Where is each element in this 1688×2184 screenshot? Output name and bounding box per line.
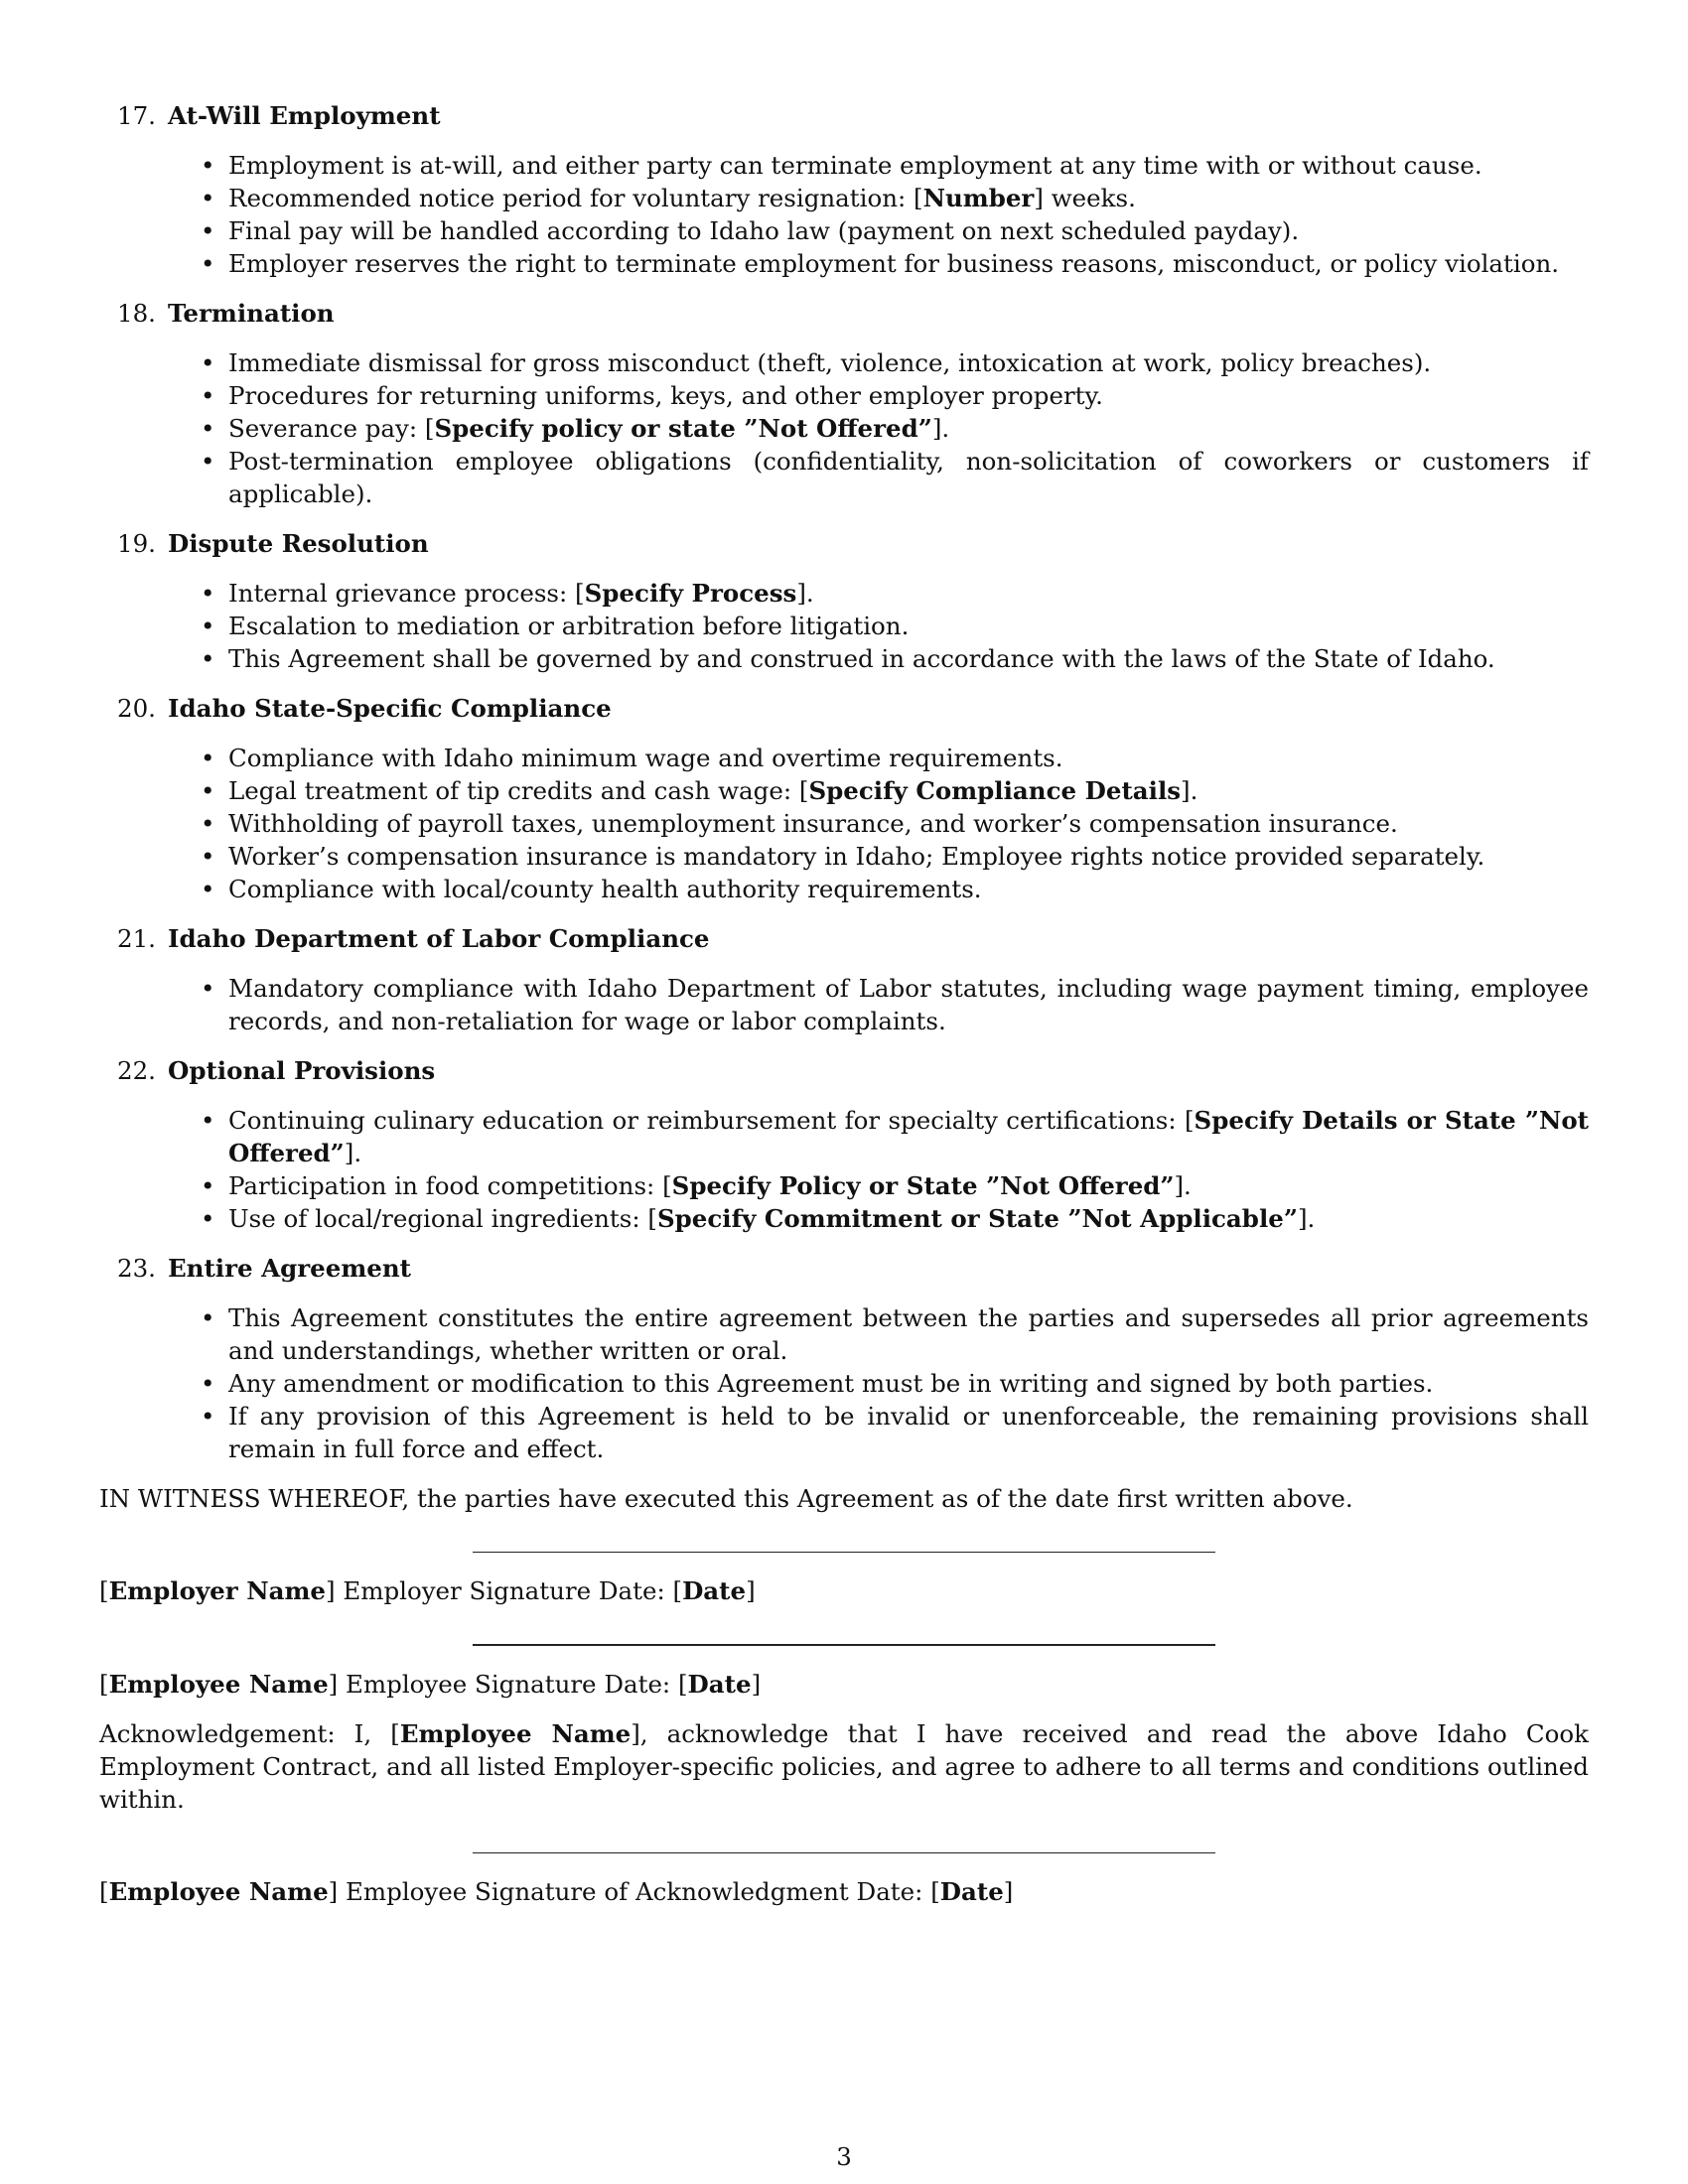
section-title: Termination: [168, 299, 335, 328]
text-run: Post-termination employee obligations (confidentiality, non-solicitation of coworkers or customers if applicable).: [228, 447, 1589, 508]
text-run: Internal grievance process: [: [228, 579, 585, 608]
text-run: ]: [751, 1670, 762, 1699]
placeholder-field: Date: [939, 1877, 1004, 1906]
section-heading: [99, 922, 1589, 955]
sections-list: [99, 99, 1589, 1465]
text-run: Participation in food competitions: [: [228, 1171, 672, 1200]
bullet-list: [99, 972, 1589, 1037]
section: [99, 1054, 1589, 1235]
placeholder-field: Specify Details or State ”Not Offered”: [228, 1106, 1590, 1167]
section-title: Dispute Resolution: [168, 529, 429, 558]
section-number: 21.: [117, 924, 156, 953]
placeholder-field: Specify policy or state ”Not Offered”: [434, 414, 932, 443]
text-run: Severance pay: [: [228, 414, 435, 443]
list-item: [228, 610, 1589, 642]
section-number: 20.: [117, 694, 156, 723]
placeholder-field: Employee Name: [399, 1719, 632, 1748]
list-item: [228, 840, 1589, 873]
employee-signature-line: [473, 1644, 1215, 1646]
text-run: Legal treatment of tip credits and cash wage: [: [228, 776, 809, 805]
section-number: 23.: [117, 1254, 156, 1283]
placeholder-field: Employee Name: [108, 1877, 329, 1906]
text-run: Escalation to mediation or arbitration before litigation.: [228, 612, 910, 640]
section: [99, 297, 1589, 510]
text-run: Acknowledgement: I, [: [99, 1719, 400, 1748]
placeholder-field: Specify Process: [584, 579, 797, 608]
list-item: [228, 742, 1589, 774]
text-run: Mandatory compliance with Idaho Department of Labor statutes, including wage payment timing, employee records, and non-retaliation for wage or labor complaints.: [228, 974, 1589, 1035]
list-item: [228, 412, 1589, 445]
section-number: 19.: [117, 529, 156, 558]
section: [99, 99, 1589, 280]
section: [99, 922, 1589, 1037]
bullet-list: [99, 742, 1589, 905]
placeholder-field: Number: [922, 184, 1035, 212]
acknowledgement-signature-text: [99, 1875, 1589, 1908]
section: [99, 692, 1589, 905]
list-item: [228, 873, 1589, 905]
text-run: ] Employee Signature of Acknowledgment Date: [: [328, 1877, 940, 1906]
text-run: ] Employer Signature Date: [: [325, 1576, 683, 1605]
list-item: [228, 182, 1589, 214]
section-number: 17.: [117, 101, 156, 130]
text-run: ].: [1297, 1204, 1316, 1233]
section-title: Idaho State-Specific Compliance: [168, 694, 612, 723]
list-item: [228, 346, 1589, 379]
text-run: ].: [1174, 1171, 1192, 1200]
text-run: Compliance with local/county health authority requirements.: [228, 875, 982, 903]
bullet-list: [99, 1301, 1589, 1465]
bullet-list: [99, 346, 1589, 510]
acknowledgement-signature-block: [99, 1852, 1589, 1908]
section-title: Optional Provisions: [168, 1056, 436, 1085]
list-item: [228, 379, 1589, 412]
list-item: [228, 149, 1589, 182]
employer-signature-text: [99, 1574, 1589, 1607]
text-run: ].: [1181, 776, 1198, 805]
list-item: [228, 1400, 1589, 1465]
list-item: [228, 577, 1589, 610]
text-run: [: [99, 1576, 109, 1605]
text-run: Recommended notice period for voluntary resignation: [: [228, 184, 923, 212]
employee-signature-text: [99, 1668, 1589, 1701]
list-item: [228, 214, 1589, 247]
text-run: Compliance with Idaho minimum wage and overtime requirements.: [228, 744, 1063, 772]
text-run: Employment is at-will, and either party can terminate employment at any time with or without cause.: [228, 151, 1482, 180]
section: [99, 1252, 1589, 1465]
text-run: ].: [796, 579, 814, 608]
text-run: ]: [746, 1576, 756, 1605]
list-item: [228, 247, 1589, 280]
section-heading: [99, 1252, 1589, 1285]
section-heading: [99, 1054, 1589, 1087]
text-run: Any amendment or modification to this Agreement must be in writing and signed by both parties.: [228, 1369, 1434, 1398]
section-heading: [99, 692, 1589, 725]
section: [99, 527, 1589, 675]
list-item: [228, 807, 1589, 840]
acknowledgement-paragraph: [99, 1717, 1589, 1816]
section-number: 22.: [117, 1056, 156, 1085]
employee-signature-block: [99, 1644, 1589, 1701]
witness-statement: IN WITNESS WHEREOF, the parties have executed this Agreement as of the date first written above.: [99, 1484, 1353, 1513]
list-item: [228, 774, 1589, 807]
list-item: [228, 1104, 1589, 1169]
section-title: Entire Agreement: [168, 1254, 411, 1283]
placeholder-field: Specify Policy or State ”Not Offered”: [671, 1171, 1175, 1200]
text-run: This Agreement shall be governed by and construed in accordance with the laws of the State of Idaho.: [228, 644, 1495, 673]
placeholder-field: Employee Name: [108, 1670, 329, 1699]
text-run: ].: [344, 1139, 362, 1167]
bullet-list: [99, 577, 1589, 675]
list-item: [228, 445, 1589, 510]
list-item: [228, 1301, 1589, 1367]
employer-signature-block: [99, 1552, 1589, 1607]
section-heading: [99, 99, 1589, 132]
placeholder-field: Employer Name: [108, 1576, 326, 1605]
text-run: ] Employee Signature Date: [: [328, 1670, 688, 1699]
text-run: Withholding of payroll taxes, unemployment insurance, and worker’s compensation insurance.: [228, 809, 1398, 838]
list-item: [228, 642, 1589, 675]
text-run: Final pay will be handled according to Idaho law (payment on next scheduled payday).: [228, 216, 1300, 245]
list-item: [228, 972, 1589, 1037]
text-run: Immediate dismissal for gross misconduct (theft, violence, intoxication at work, policy breaches).: [228, 348, 1432, 377]
text-run: ]: [1003, 1877, 1014, 1906]
section-title: Idaho Department of Labor Compliance: [168, 924, 710, 953]
text-run: [: [99, 1877, 109, 1906]
text-run: Worker’s compensation insurance is mandatory in Idaho; Employee rights notice provided separately.: [228, 842, 1485, 871]
text-run: Employer reserves the right to terminate employment for business reasons, misconduct, or policy violation.: [228, 249, 1560, 278]
text-run: If any provision of this Agreement is held to be invalid or unenforceable, the remaining provisions shall remain in full force and effect.: [228, 1402, 1589, 1463]
section-heading: [99, 297, 1589, 330]
placeholder-field: Specify Commitment or State ”Not Applicable”: [656, 1204, 1298, 1233]
text-run: Use of local/regional ingredients: [: [228, 1204, 657, 1233]
text-run: Continuing culinary education or reimbursement for specialty certifications: [: [228, 1106, 1195, 1135]
section-heading: [99, 527, 1589, 560]
placeholder-field: Specify Compliance Details: [808, 776, 1182, 805]
placeholder-field: Date: [687, 1670, 752, 1699]
text-run: ] weeks.: [1034, 184, 1136, 212]
text-run: ].: [931, 414, 950, 443]
text-run: ], acknowledge that I have received and read the above Idaho Cook Employment Contract, and all listed Employer-specific policies, and agree to adhere to all terms and conditions outlined within.: [99, 1719, 1590, 1814]
document-page: [99, 99, 1589, 1908]
text-run: [: [99, 1670, 109, 1699]
section-title: At-Will Employment: [168, 101, 441, 130]
placeholder-field: Date: [682, 1576, 747, 1605]
text-run: Procedures for returning uniforms, keys, and other employer property.: [228, 381, 1103, 410]
employer-signature-line: [473, 1552, 1215, 1553]
bullet-list: [99, 1104, 1589, 1235]
acknowledgement-signature-line: [473, 1852, 1215, 1853]
text-run: This Agreement constitutes the entire agreement between the parties and supersedes all prior agreements and understandings, whether written or oral.: [228, 1303, 1589, 1365]
bullet-list: [99, 149, 1589, 280]
section-number: 18.: [117, 299, 156, 328]
list-item: [228, 1202, 1589, 1235]
list-item: [228, 1169, 1589, 1202]
page-number: 3: [836, 2142, 852, 2171]
list-item: [228, 1367, 1589, 1400]
